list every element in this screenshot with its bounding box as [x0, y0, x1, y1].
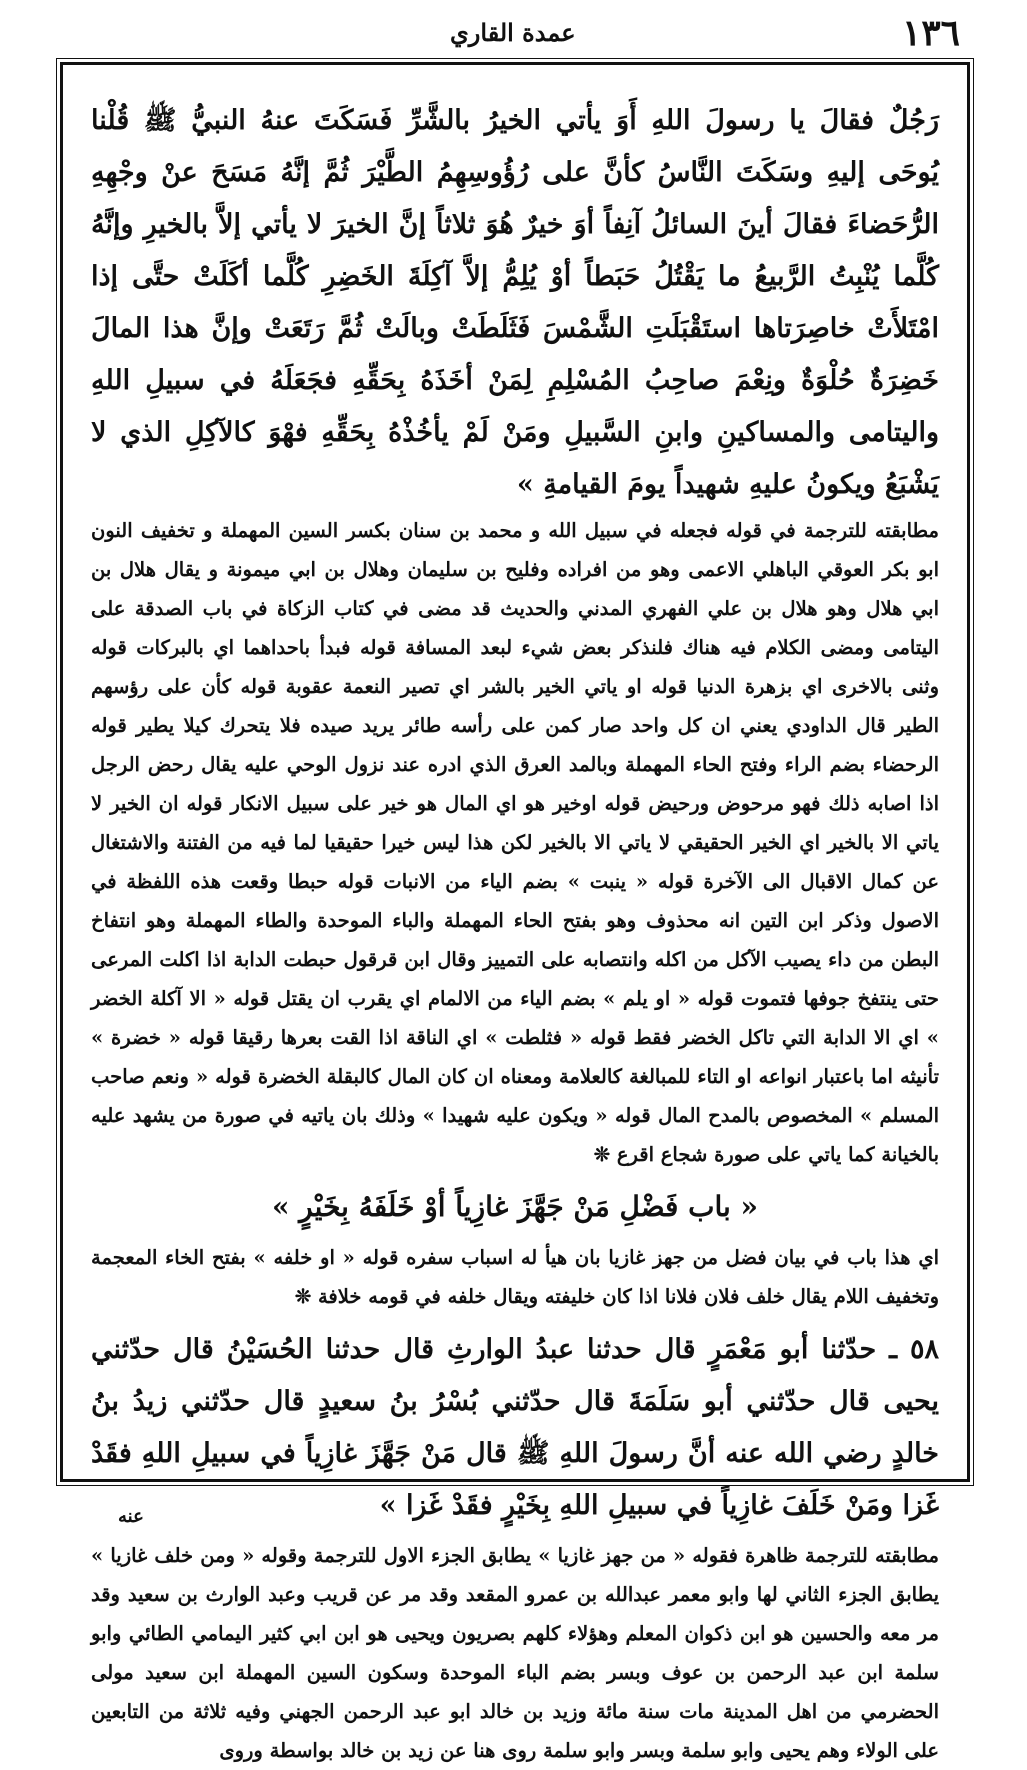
- hadith-chain: ٥٨ ـ حدّثنا أبو مَعْمَرٍ قال حدثنا عبدُ الوارثِ قال حدثنا الحُسَيْنُ قال حدّثني يحيى قال حدّثني أبو سَلَمَةَ قال حدّثني بُسْرُ بنُ سعيدٍ قال حدّثني زيدُ بنُ خالدٍ رضي الله عنه أنَّ رسولَ اللهِ ﷺ قال مَنْ جَهَّزَ غازِياً في سبيلِ اللهِ فقَدْ غَزا ومَنْ خَلَفَ غازِياً في سبيلِ اللهِ بِخَيْرٍ فقَدْ غَزا »: [91, 1334, 939, 1521]
- hadith-commentary: مطابقته للترجمة ظاهرة فقوله « من جهز غازيا » يطابق الجزء الاول للترجمة وقوله « ومن خلف غازيا » يطابق الجزء الثاني لها وابو معمر عبدالله بن عمرو المقعد وقد مر عن قريب وعبد الوارث بن سعيد وقد مر معه والحسين هو ابن ذكوان المعلم وهؤلاء كلهم بصريون ويحيى هو ابن ابي كثير اليمامي الطائي وابو سلمة ابن عبد الرحمن بن عوف وبسر بضم الباء الموحدة وسكون السين المهملة ابن سعيد مولى الحضرمي من اهل المدينة مات سنة مائة وزيد بن خالد ابو عبد الرحمن الجهني وفيه ثلاثة من التابعين على الولاء وهم يحيى وابو سلمة وبسر وابو سلمة روى هنا عن زيد بن خالد بواسطة وروى: [91, 1544, 939, 1762]
- commentary-paragraph: مطابقته للترجمة في قوله فجعله في سبيل الله و محمد بن سنان بكسر السين المهملة و تخفيف النون ابو بكر العوقي الباهلي الاعمى وهو من افراده وفليح بن سليمان وهلال بن ابي ميمونة و يقال هلال بن ابي هلال وهو هلال بن علي الفهري المدني والحديث قد مضى في كتاب الزكاة في باب الصدقة على اليتامى ومضى الكلام فيه هناك فلنذكر بعض شيء لبعد المسافة قوله فبدأ باحداهما اي بالبركات قوله وثنى بالاخرى اي بزهرة الدنيا قوله او ياتي الخير بالشر اي تصير النعمة عقوبة قوله كأن على رؤسهم الطير قال الداودي يعني ان كل واحد صار كمن على رأسه طائر يريد صيده فلا يتحرك كيلا يطير قوله الرحضاء بضم الراء وفتح الحاء المهملة وبالمد العرق الذي ادره عند نزول الوحي عليه يقال رحض الرجل اذا اصابه ذلك فهو مرحوض ورحيض قوله اوخير هو اي المال هو خير على سبيل الانكار قوله ان الخير لا ياتي الا بالخير اي الخير الحقيقي لا ياتي الا بالخير لكن هذا ليس خيرا حقيقيا لما فيه من الفتنة والاشتغال عن كمال الاقبال الى الآخرة قوله « ينبت » بضم الياء من الانبات قوله حبطا وقعت هذه اللفظة في الاصول وذكر ابن التين انه محذوف وهو بفتح الحاء المهملة والباء الموحدة والطاء المهملة وهو انتفاخ البطن من داء يصيب الآكل من اكله وانتصابه على التمييز وقال ابن قرقول حبطت الدابة اذا اكلت المرعى حتى ينتفخ جوفها فتموت قوله « او يلم » بضم الياء من الالمام اي يقرب ان يقتل قوله « الا آكلة الخضر » اي الا الدابة التي تاكل الخضر فقط قوله « فثلطت » اي الناقة اذا القت بعرها رقيقا قوله « خضرة » تأنيثه اما باعتبار انواعه او التاء للمبالغة كالعلامة ومعناه ان كان المال كالبقلة الخضرة قوله « ونعم صاحب المسلم » المخصوص بالمدح المال قوله « ويكون عليه شهيدا » وذلك بان ياتيه في صورة من يشهد عليه بالخيانة كما ياتي على صورة شجاع اقرع ❊: [91, 519, 939, 1166]
- page-content: [91, 95, 939, 1770]
- chapter-heading: « باب فَضْلِ مَنْ جَهَّزَ غازِياً أوْ خَلَفَهُ بِخَيْرٍ »: [271, 1190, 759, 1223]
- hadith-text: رَجُلٌ فقالَ يا رسولَ اللهِ أَوَ يأتي الخيرُ بالشَّرِّ فَسَكَتَ عنهُ النبيُّ ﷺ قُلْنا يُوحَى إليهِ وسَكَتَ النَّاسُ كأنَّ على رُؤُوسِهِمُ الطَّيْرَ ثُمَّ إنَّهُ مَسَحَ عنْ وجْهِهِ الرُّحَضاءَ فقالَ أينَ السائلُ آنِفاً أوَ خيرٌ هُوَ ثلاثاً إنَّ الخيرَ لا يأتي إلاَّ بالخيرِ وإنَّهُ كُلَّما يُنْبِتُ الرَّبيعُ ما يَقْتُلُ حَبَطاً أوْ يُلِمُّ إلاَّ آكِلَةَ الخَضِرِ كُلَّما أكَلَتْ حتَّى إذا امْتَلأَتْ خاصِرَتاها استَقْبَلَتِ الشَّمْسَ فَثَلَطَتْ وبالَتْ ثُمَّ رَتَعَتْ وإنَّ هذا المالَ خَضِرَةٌ حُلْوَةٌ ونِعْمَ صاحِبُ المُسْلِمِ لِمَنْ أخَذَهُ بِحَقِّهِ فجَعَلَهُ في سبيلِ اللهِ واليتامى والمساكينِ وابنِ السَّبيلِ ومَنْ لَمْ يأخُذْهُ بِحَقِّهِ فهْوَ كالآكِلِ الذي لا يَشْبَعُ ويكونُ عليهِ شهيداً يومَ القيامةِ »: [91, 105, 939, 500]
- catchword: عنه: [118, 1506, 144, 1527]
- chapter-commentary: اي هذا باب في بيان فضل من جهز غازيا بان هيأ له اسباب سفره قوله « او خلفه » بفتح الخاء المعجمة وتخفيف اللام يقال خلف فلان فلانا اذا كان خليفته ويقال خلفه في قومه خلافة ❊: [91, 1246, 939, 1308]
- running-title: عمدة القاري: [450, 18, 576, 47]
- page-header: [60, 6, 970, 58]
- text-frame: [60, 62, 970, 1762]
- page-number: ١٣٦: [901, 12, 960, 54]
